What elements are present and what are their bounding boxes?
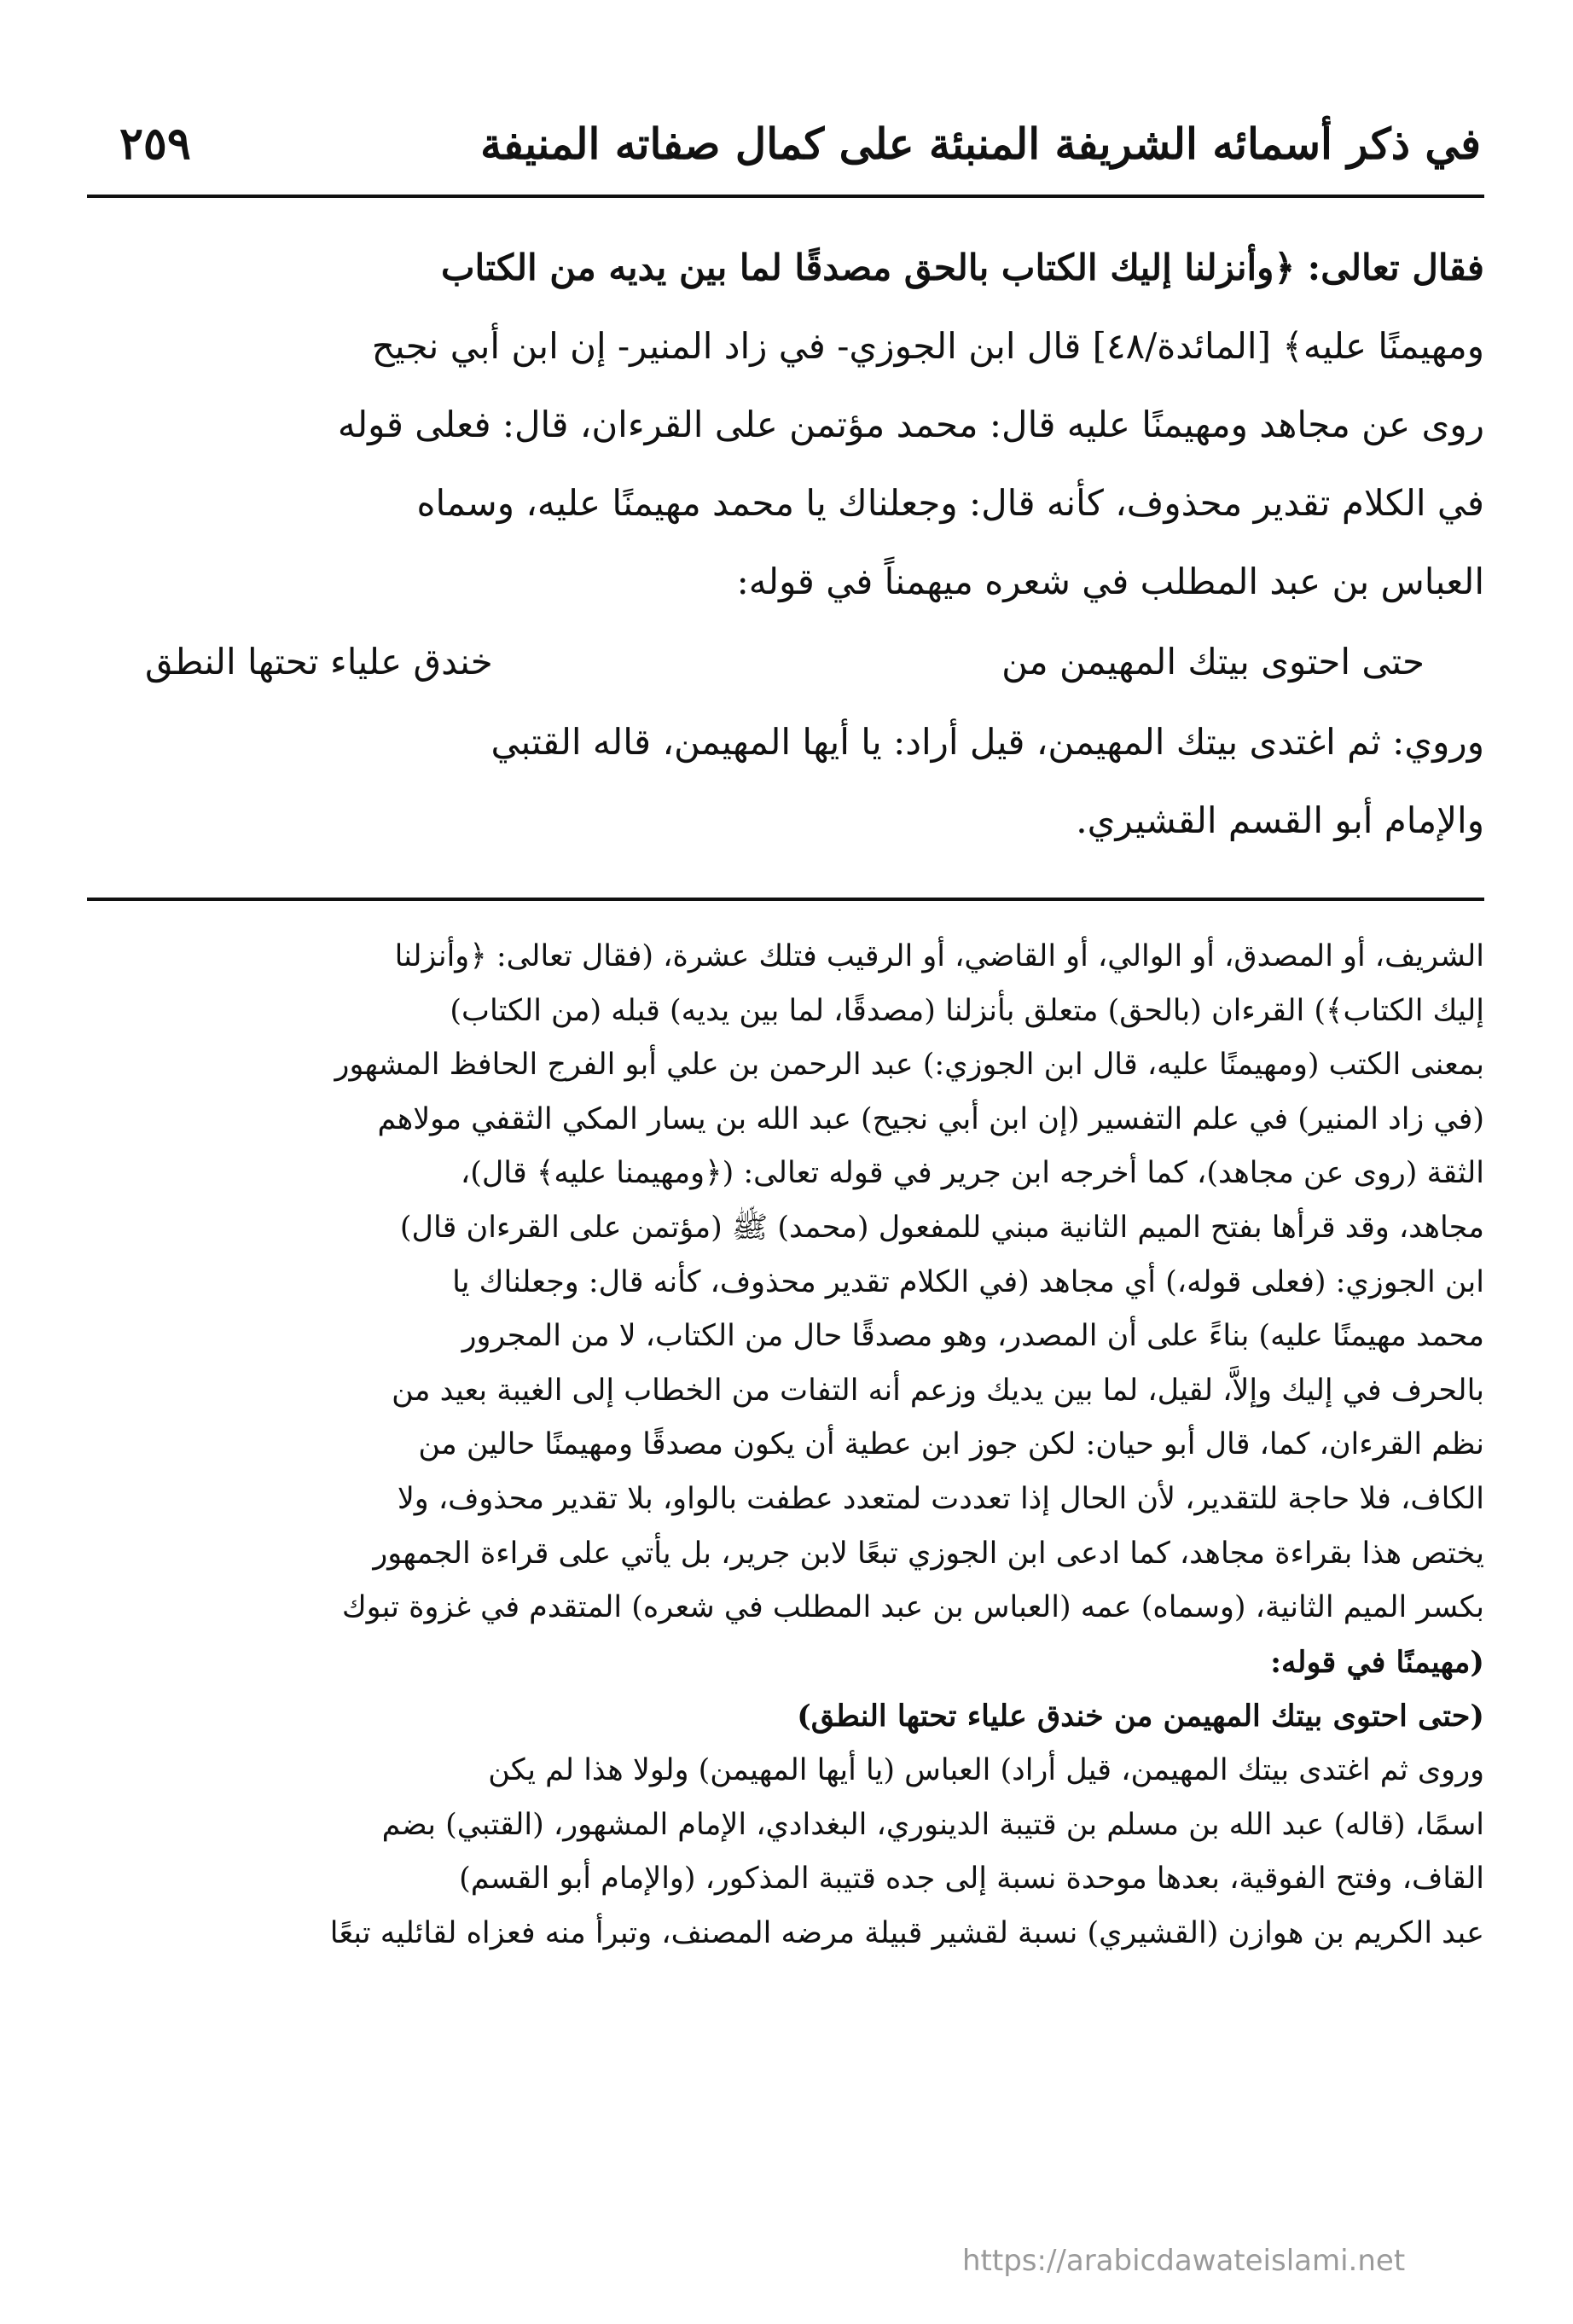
- main-line: العباس بن عبد المطلب في شعره ميهمناً في قوله:: [736, 561, 1484, 602]
- main-line: ومهيمنًا عليه﴾ [المائدة/٤٨] قال ابن الجوزي- في زاد المنير- إن ابن أبي نجيح: [371, 325, 1484, 367]
- commentary-line: مجاهد، وقد قرأها بفتح الميم الثانية مبني للمفعول (محمد) ﷺ (مؤتمن على القرءان قال): [399, 1210, 1484, 1245]
- commentary-text: [85, 930, 1484, 1961]
- commentary-verse: (حتى احتوى بيتك المهيمن من خندق علياء تحتها النطق): [797, 1699, 1484, 1734]
- running-header: [119, 109, 1481, 177]
- commentary-line: الشريف، أو المصدق، أو الوالي، أو القاضي، أو الرقيب فتلك عشرة، (فقال تعالى: ﴿وأنزلنا: [394, 939, 1484, 973]
- main-line: والإمام أبو القسم القشيري.: [1076, 799, 1484, 841]
- page-number: ٢٥٩: [119, 117, 191, 170]
- commentary-line: يختص هذا بقراءة مجاهد، كما ادعى ابن الجوزي تبعًا لابن جرير، بل يأتي على قراءة الجمهور: [373, 1536, 1484, 1571]
- main-line: روى عن مجاهد ومهيمنًا عليه قال: محمد مؤتمن على القرءان، قال: فعلى قوله: [337, 404, 1484, 445]
- watermark-url: https://arabicdawateislami.net: [962, 2244, 1406, 2278]
- main-text: [85, 229, 1484, 860]
- commentary-line: القاف، وفتح الفوقية، بعدها موحدة نسبة إلى جده قتيبة المذكور، (والإمام أبو القسم): [459, 1862, 1484, 1897]
- main-line: وروي: ثم اغتدى بيتك المهيمن، قيل أراد: يا أيها المهيمن، قاله القتبي: [490, 721, 1484, 763]
- commentary-line: وروى ثم اغتدى بيتك المهيمن، قيل أراد) العباس (يا أيها المهيمن) ولولا هذا لم يكن: [488, 1752, 1484, 1787]
- commentary-line: إليك الكتاب﴾) القرءان (بالحق) متعلق بأنزلنا (مصدقًا، لما بين يديه) قبله (من الكتاب): [450, 993, 1484, 1028]
- footnote-separator: [87, 898, 1484, 901]
- commentary-line: الثقة (روى عن مجاهد)، كما أخرجه ابن جرير في قوله تعالى: (﴿ومهيمنا عليه﴾ قال)،: [460, 1156, 1484, 1191]
- main-line: في الكلام تقدير محذوف، كأنه قال: وجعلناك يا محمد مهيمنًا عليه، وسماه: [416, 482, 1484, 524]
- commentary-line: نظم القرءان، كما، قال أبو حيان: لكن جوز ابن عطية أن يكون مصدقًا ومهيمنًا حالين من: [418, 1427, 1484, 1462]
- header-rule: [87, 195, 1484, 198]
- commentary-line: اسمًا، (قاله) عبد الله بن مسلم بن قتيبة الدينوري، البغدادي، الإمام المشهور، (القتبي) بضم: [381, 1807, 1484, 1842]
- commentary-line: ابن الجوزي: (فعلى قوله،) أي مجاهد (في الكلام تقدير محذوف، كأنه قال: وجعلناك يا: [452, 1264, 1484, 1299]
- verse-first-hemistich: حتى احتوى بيتك المهيمن من: [1001, 641, 1425, 683]
- commentary-line: بكسر الميم الثانية، (وسماه) عمه (العباس بن عبد المطلب في شعره) المتقدم في غزوة تبوك: [341, 1590, 1484, 1625]
- commentary-line: عبد الكريم بن هوازن (القشيري) نسبة لقشير قبيلة مرضه المصنف، وتبرأ منه فعزاه لقائليه تبعًا: [329, 1915, 1484, 1950]
- poetry-verse: [85, 621, 1484, 703]
- commentary-line: الكاف، فلا حاجة للتقدير، لأن الحال إذا تعددت لمتعدد عطفت بالواو، بلا تقدير محذوف، ولا: [397, 1481, 1484, 1516]
- commentary-line: بمعنى الكتب (ومهيمنًا عليه، قال ابن الجوزي:) عبد الرحمن بن علي أبو الفرج الحافظ المشهور: [334, 1048, 1484, 1083]
- verse-second-hemistich: خندق علياء تحتها النطق: [145, 641, 493, 683]
- running-title: في ذكر أسمائه الشريفة المنبئة على كمال صفاته المنيفة: [480, 118, 1481, 169]
- main-line: فقال تعالى: ﴿وأنزلنا إليك الكتاب بالحق مصدقًا لما بين يديه من الكتاب: [441, 247, 1484, 288]
- commentary-line: (مهيمنًا في قوله:: [1270, 1644, 1484, 1680]
- commentary-line: (في زاد المنير) في علم التفسير (إن ابن أبي نجيح) عبد الله بن يسار المكي الثقفي مولاهم: [377, 1101, 1484, 1136]
- commentary-line: بالحرف في إليك وإلاَّ، لقيل، لما بين يديك وزعم أنه التفات من الخطاب إلى الغيبة بعيد من: [392, 1373, 1484, 1408]
- commentary-line: محمد مهيمنًا عليه) بناءً على أن المصدر، وهو مصدقًا حال من الكتاب، لا من المجرور: [461, 1319, 1484, 1354]
